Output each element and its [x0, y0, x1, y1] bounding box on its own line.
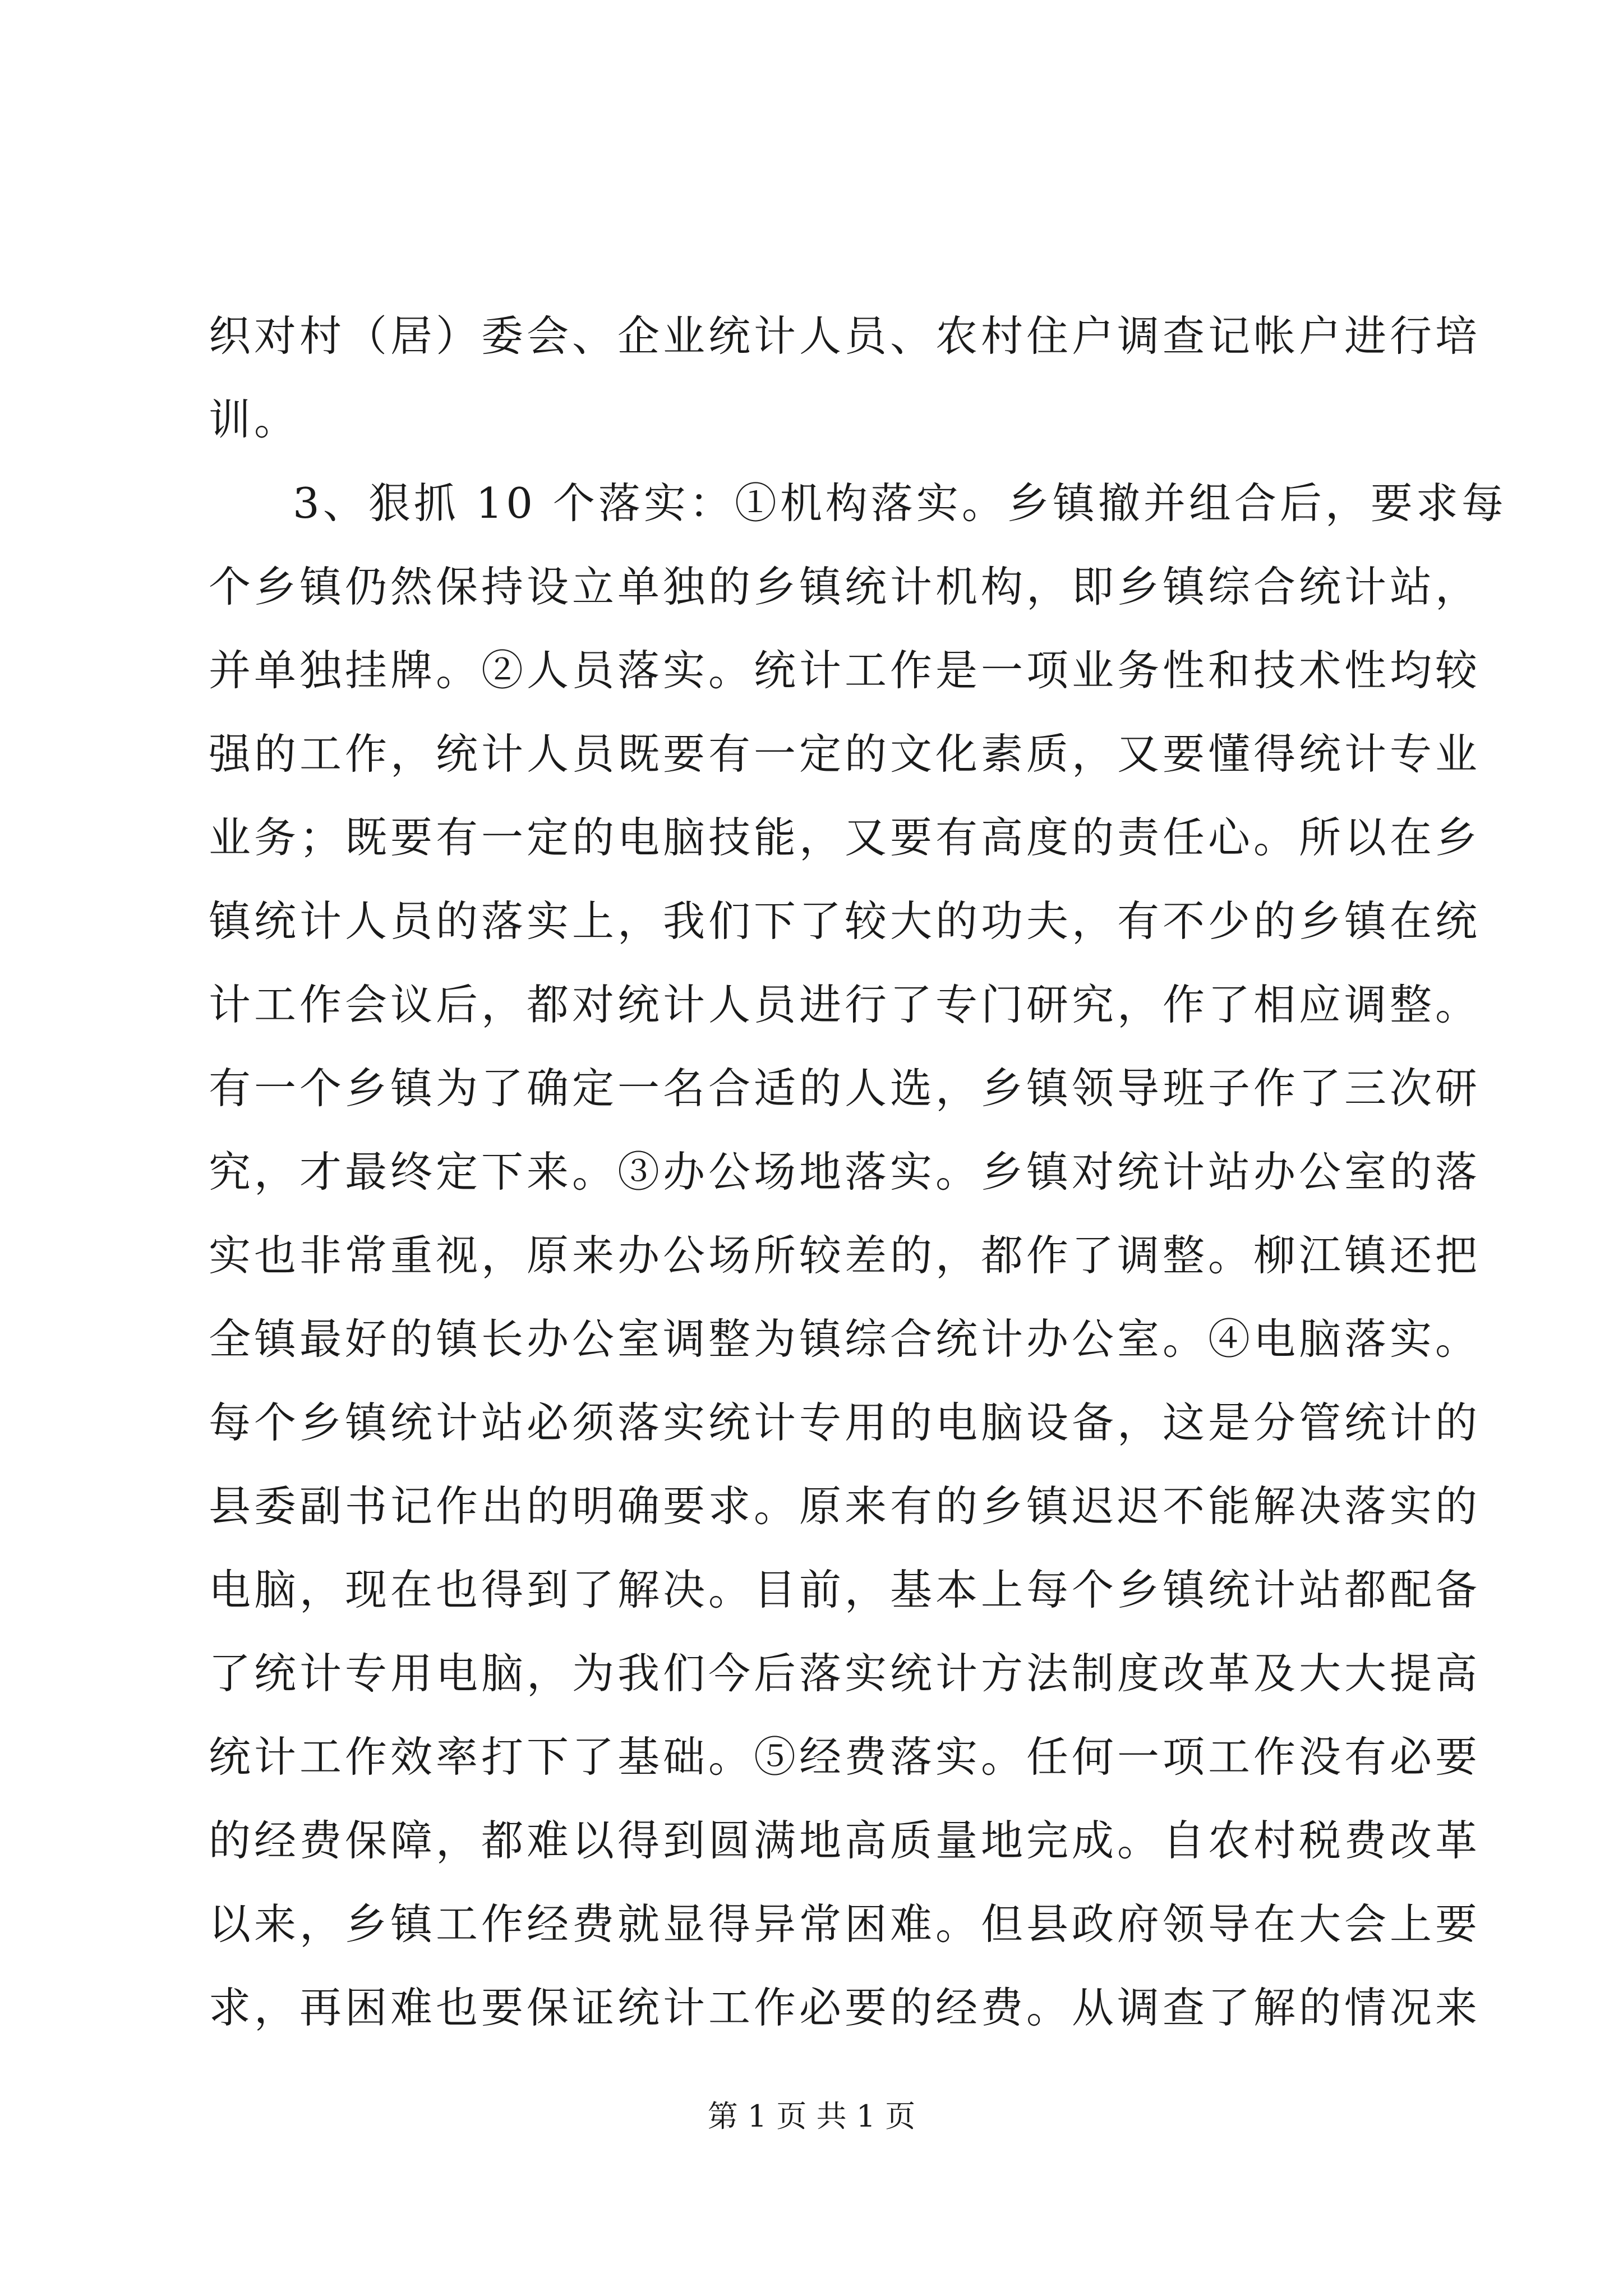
text-line: 镇统计人员的落实上，我们下了较大的功夫，有不少的乡镇在统	[209, 896, 1481, 946]
text-line: 究，才最终定下来。③办公场地落实。乡镇对统计站办公室的落	[209, 1147, 1481, 1197]
text-line: 并单独挂牌。②人员落实。统计工作是一项业务性和技术性均较	[209, 646, 1481, 695]
text-line: 有一个乡镇为了确定一名合适的人选，乡镇领导班子作了三次研	[209, 1064, 1481, 1113]
text-line: 强的工作，统计人员既要有一定的文化素质，又要懂得统计专业	[209, 729, 1481, 779]
text-line: 织对村（居）委会、企业统计人员、农村住户调查记帐户进行培	[209, 311, 1481, 361]
text-line: 以来，乡镇工作经费就显得异常困难。但县政府领导在大会上要	[209, 1899, 1481, 1949]
text-line: 计工作会议后，都对统计人员进行了专门研究，作了相应调整。	[209, 980, 1481, 1029]
text-line: 3、狠抓 10 个落实：①机构落实。乡镇撤并组合后，要求每	[293, 478, 1507, 528]
text-line: 个乡镇仍然保持设立单独的乡镇统计机构，即乡镇综合统计站，	[209, 562, 1481, 611]
text-line: 的经费保障，都难以得到圆满地高质量地完成。自农村税费改革	[209, 1816, 1481, 1865]
body-text	[209, 295, 1507, 2050]
text-line: 电脑，现在也得到了解决。目前，基本上每个乡镇统计站都配备	[209, 1565, 1481, 1614]
text-line: 求，再困难也要保证统计工作必要的经费。从调查了解的情况来	[209, 1983, 1481, 2032]
page-footer: 第 1 页 共 1 页	[707, 2099, 916, 2134]
text-line: 训。	[209, 395, 300, 444]
text-line: 统计工作效率打下了基础。⑤经费落实。任何一项工作没有必要	[209, 1732, 1481, 1782]
text-line: 全镇最好的镇长办公室调整为镇综合统计办公室。④电脑落实。	[209, 1314, 1481, 1364]
text-line: 县委副书记作出的明确要求。原来有的乡镇迟迟不能解决落实的	[209, 1481, 1481, 1531]
text-line: 每个乡镇统计站必须落实统计专用的电脑设备，这是分管统计的	[209, 1398, 1481, 1447]
text-line: 业务；既要有一定的电脑技能，又要有高度的责任心。所以在乡	[209, 813, 1481, 862]
text-line: 实也非常重视，原来办公场所较差的，都作了调整。柳江镇还把	[209, 1231, 1481, 1280]
text-line: 了统计专用电脑，为我们今后落实统计方法制度改革及大大提高	[209, 1649, 1481, 1698]
